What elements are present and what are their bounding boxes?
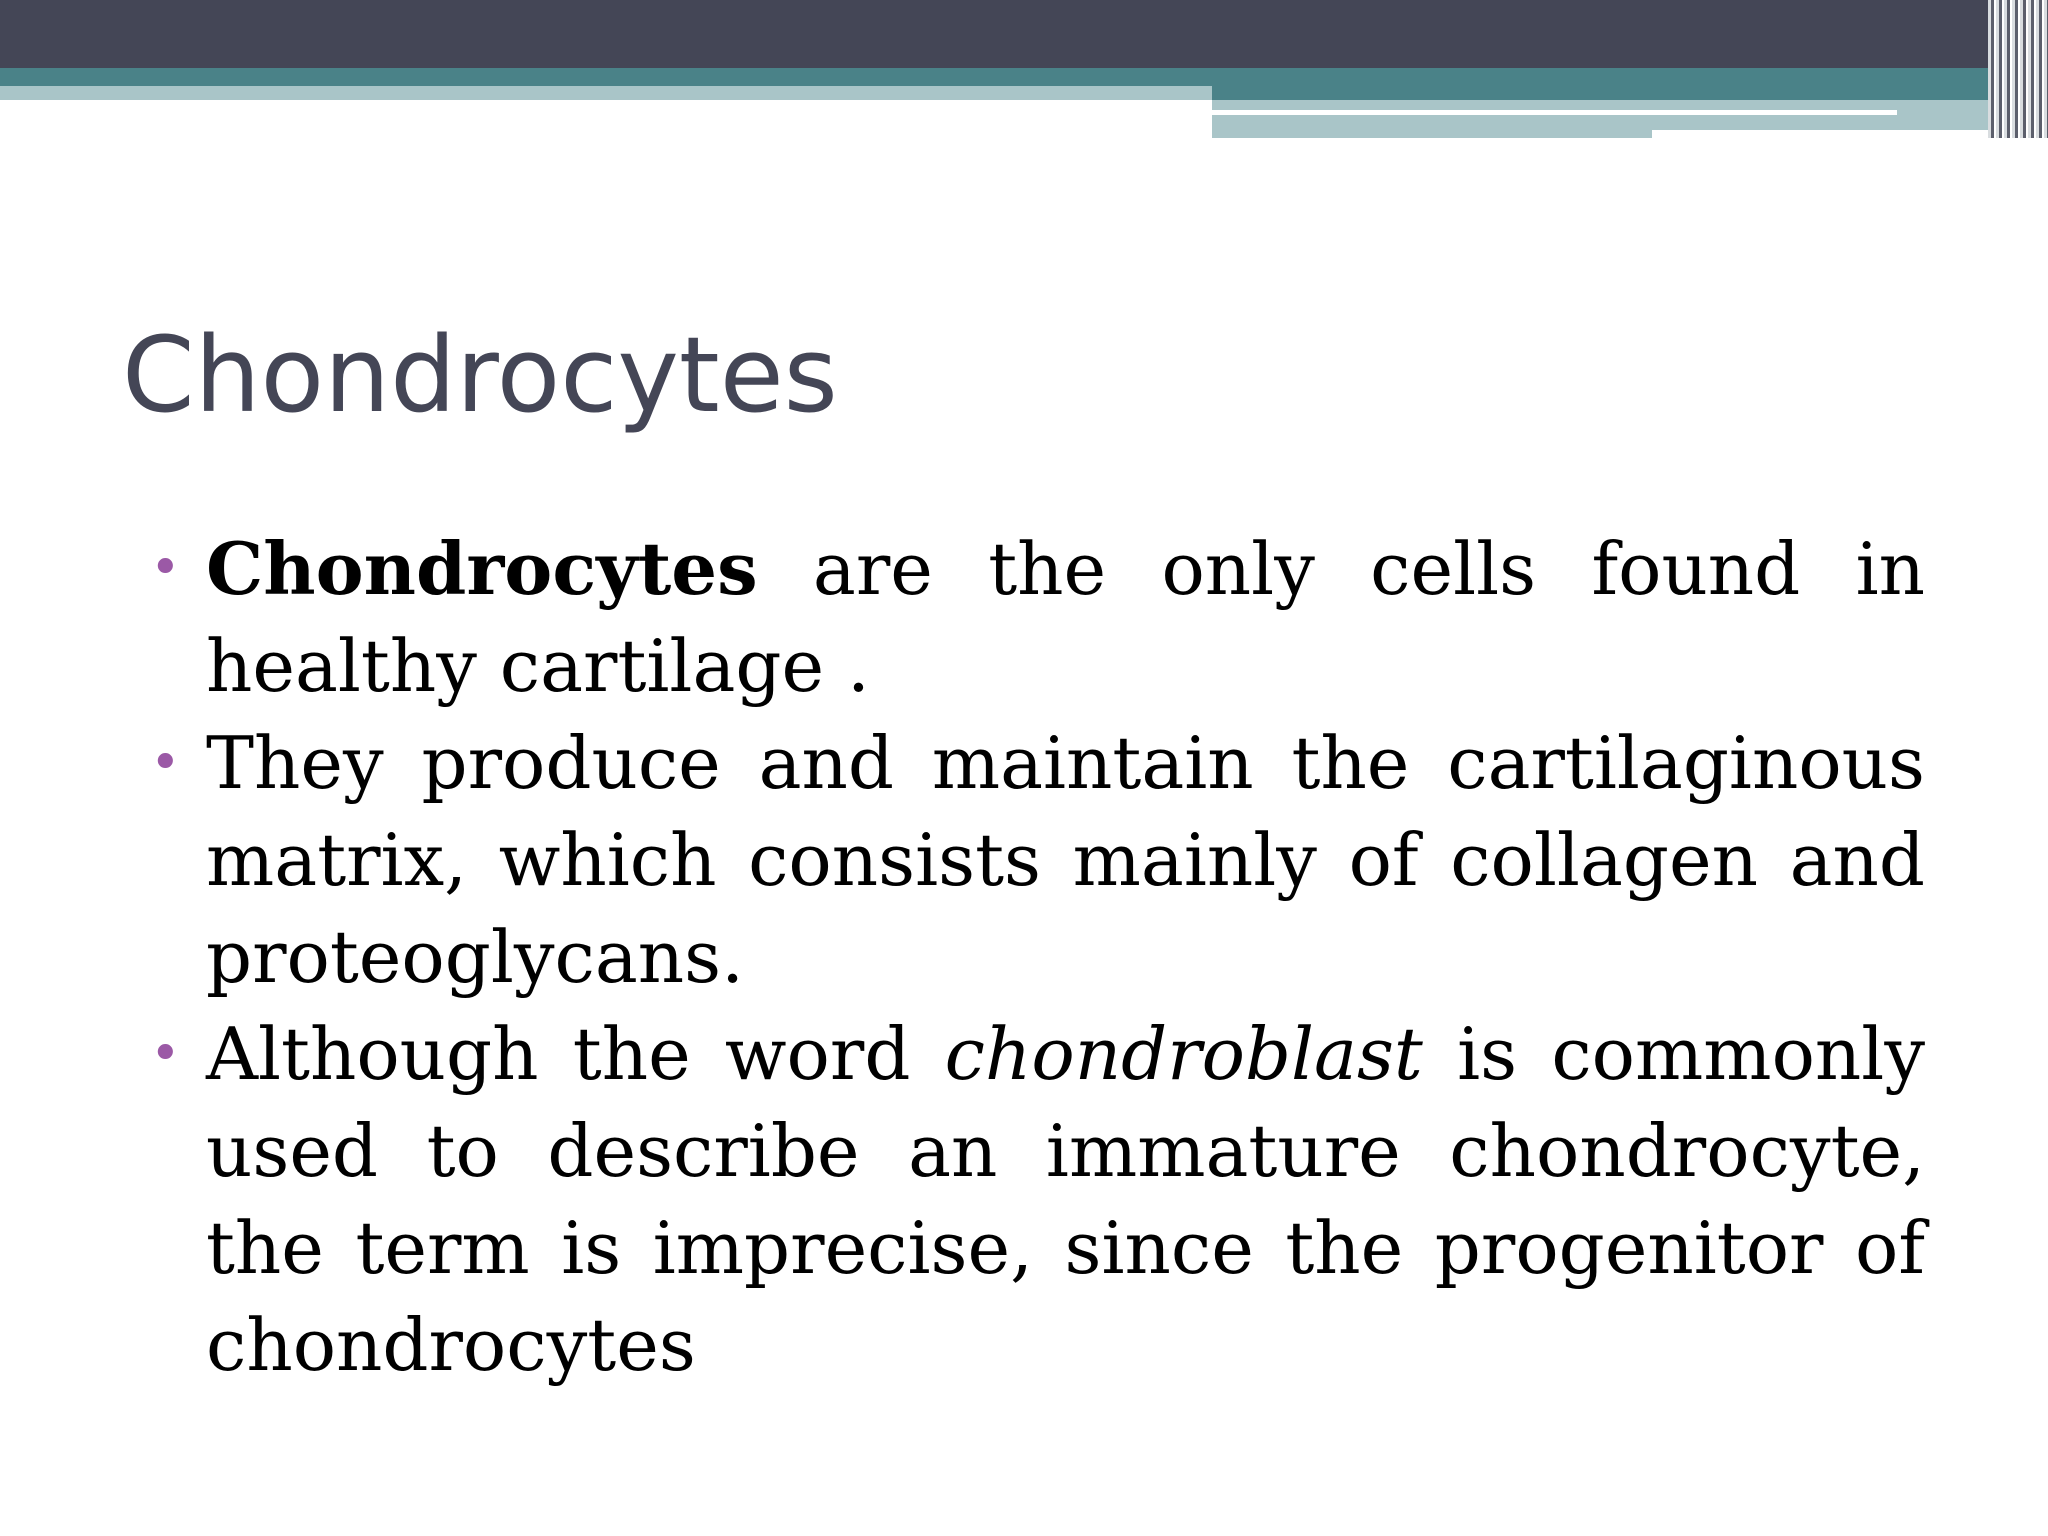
bullet-bold-term: Chondrocytes	[206, 526, 758, 611]
bullet-item	[150, 1006, 1925, 1394]
bullet-item	[150, 715, 1925, 1006]
bullet-dot-icon: •	[150, 1024, 181, 1084]
header-divider-line	[1212, 110, 1897, 115]
bullet-text-pre: Although the word	[206, 1012, 945, 1096]
bullet-dot-icon: •	[150, 538, 181, 598]
bullet-list	[150, 520, 1925, 1394]
slide-title: Chondrocytes	[122, 314, 838, 436]
header-bar-light-left	[0, 86, 1212, 100]
bullet-item	[150, 520, 1925, 715]
bullet-dot-icon: •	[150, 733, 181, 793]
header-stripes	[1988, 0, 2048, 138]
bullet-text: are the only cells found in healthy cartilage .	[206, 527, 1925, 708]
bullet-text: They produce and maintain the cartilaginous matrix, which consists mainly of collagen and proteoglycans.	[206, 721, 1925, 999]
bullet-italic-term: chondroblast	[944, 1012, 1423, 1096]
header-step-line	[1652, 130, 2022, 138]
bullet-text-post: is commonly used to describe an immature chondrocyte, the term is imprecise, since the progenitor of chondrocytes	[206, 1012, 1925, 1387]
header-bar-dark	[0, 0, 2048, 68]
